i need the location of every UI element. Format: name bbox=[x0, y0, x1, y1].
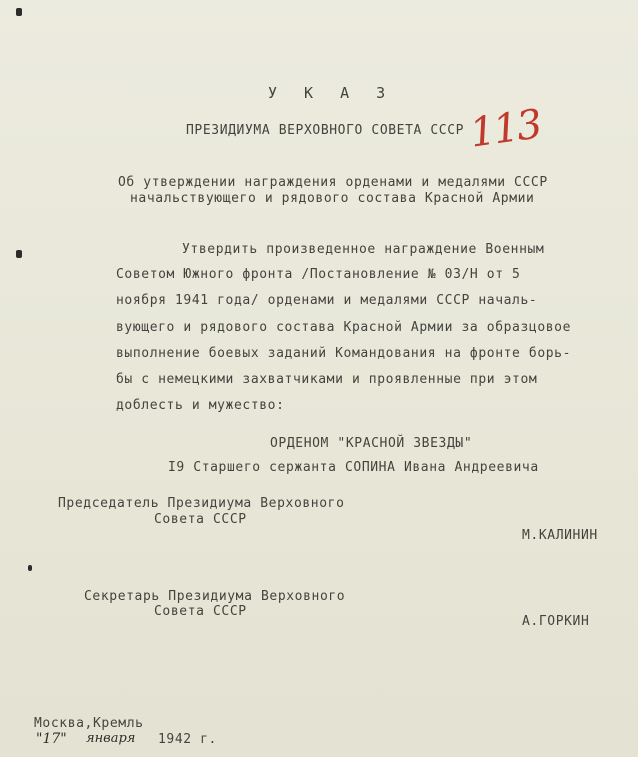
signature-title-line-2: Совета СССР bbox=[154, 604, 247, 619]
signature-title-line-1: Председатель Президиума Верховного bbox=[58, 496, 345, 511]
signature-title-line-2: Совета СССР bbox=[154, 512, 247, 527]
body-line: доблесть и мужество: bbox=[116, 398, 285, 413]
signature-name: М.КАЛИНИН bbox=[522, 528, 598, 543]
signature-name: А.ГОРКИН bbox=[522, 614, 590, 629]
body-line: Советом Южного фронта /Постановление № 03/Н от 5 bbox=[116, 267, 521, 282]
subject-line-1: Об утверждении награждения орденами и медалями СССР bbox=[118, 175, 548, 190]
decree-title: У К А З bbox=[268, 84, 395, 102]
punch-mark bbox=[16, 8, 22, 16]
punch-mark bbox=[28, 565, 32, 571]
place: Москва,Кремль bbox=[34, 716, 144, 731]
punch-mark bbox=[16, 250, 22, 258]
date-month-handwritten: января bbox=[86, 731, 136, 746]
body-line: вующего и рядового состава Красной Армии за образцовое bbox=[116, 320, 572, 335]
body-line: ноября 1941 года/ орденами и медалями СССР началь- bbox=[116, 293, 538, 308]
date-year: 1942 г. bbox=[158, 732, 217, 747]
date-day: "17" bbox=[36, 731, 67, 747]
body-line: Утвердить произведенное награждение Военным bbox=[182, 242, 545, 257]
subject-line-2: начальствующего и рядового состава Красной Армии bbox=[130, 191, 535, 206]
decree-issuer: ПРЕЗИДИУМА ВЕРХОВНОГО СОВЕТА СССР bbox=[186, 123, 465, 138]
order-heading: ОРДЕНОМ "КРАСНОЙ ЗВЕЗДЫ" bbox=[270, 436, 473, 451]
award-entry: I9 Старшего сержанта СОПИНА Ивана Андреевича bbox=[168, 460, 539, 475]
body-line: бы с немецкими захватчиками и проявленные при этом bbox=[116, 372, 538, 387]
handwritten-page-number: 113 bbox=[467, 101, 544, 157]
body-line: выполнение боевых заданий Командования на фронте борь- bbox=[116, 346, 572, 361]
signature-title-line-1: Секретарь Президиума Верховного bbox=[84, 589, 346, 604]
